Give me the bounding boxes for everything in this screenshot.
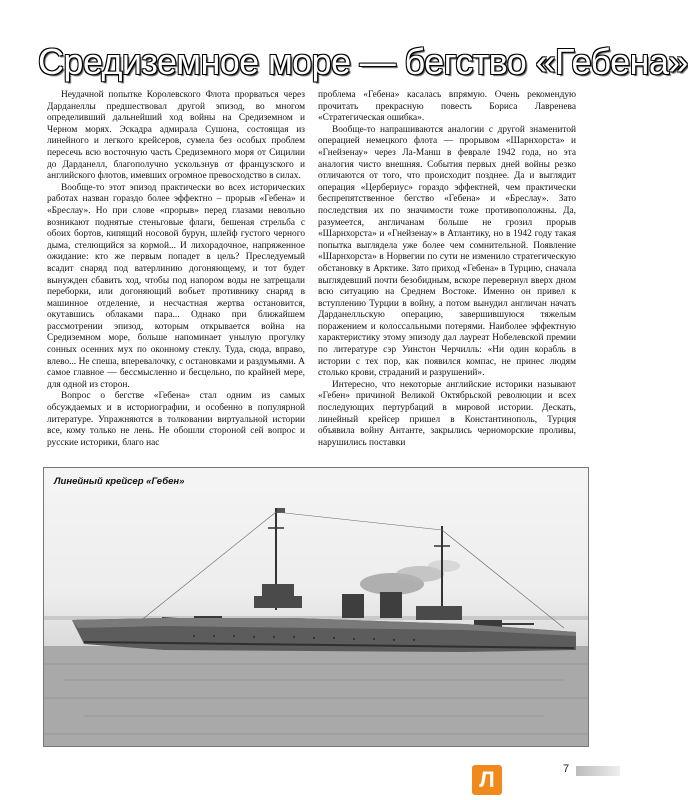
page-title: Средиземное море — бегство «Гебена» — [38, 41, 688, 82]
paragraph: Неудачной попытке Королевского Флота прорваться через Дарданеллы предшествовал другой эпизод, во многом определивший дальнейший ход войны на Средиземном и Черном морях. Эскадра адмирала Сушона, состоящая из линейного и легкого крейсеров, сумела без особых проблем пересечь всю восточную часть Средиземного моря от Сицилии до Дарданелл, благополучно ускользнув от французского и английского флотов, имевших огромное превосходство в силах. — [47, 90, 305, 182]
paragraph: Интересно, что некоторые английские историки называют «Гебен» причиной Великой Октябрьской революции и всех последующих пертурбаций в мировой истории. Дескать, линейный крейсер пришел в Константинополь, Турция объявила войну Антанте, закрылись черноморские проливы, нарушились поставки — [318, 379, 576, 448]
battlecruiser-illustration — [44, 468, 588, 746]
publisher-logo — [472, 765, 502, 795]
figure-caption: Линейный крейсер «Гебен» — [54, 476, 185, 487]
paragraph: проблема «Гебена» касалась впрямую. Очень рекомендую прочитать прекрасную повесть Бориса Лавренева «Стратегическая ошибка». — [318, 90, 576, 124]
ship-photo — [43, 467, 589, 747]
logo-letter: Л — [479, 767, 495, 792]
page-number: 7 — [562, 763, 570, 775]
text-column-right — [318, 90, 576, 448]
paragraph: Вопрос о бегстве «Гебена» стал одним из самых обсуждаемых и в историографии, и особенно в популярной литературе. Упражняются в толковании виртуальной истории все, кому только не лень. Не обошли стороной сей вопрос и русские историки, благо нас — [47, 391, 305, 448]
text-column-left — [47, 90, 305, 448]
page-number-strip — [576, 766, 620, 776]
paragraph: Вообще-то напрашиваются аналогии с другой знаменитой операцией немецкого флота — прорывом «Шарнхорста» и «Гнейзенау» через Ла-Манш в феврале 1942 года, но эта аналогия чисто внешняя. События первых дней войны резко отличаются от того, что происходит позднее. Да и выглядит операция «Цербериус» гораздо эффектней, чем практически беспрепятственное бегство «Гебена» и «Бреслау». Зато последствия их по значимости тоже противоположны. Да, разумеется, англичанам больше не грозил прорыв «Шарнхорста» и «Гнейзенау» в Атлантику, но в 1942 году такая попытка выглядела уже более чем сомнительной. Появление «Шарнхорста» в Норвегии по сути не изменило стратегическую обстановку в Арктике. Зато приход «Гебена» в Турцию, сначала выглядевший почти безобидным, вскоре перевернул вверх дном всю ситуацию на Среднем Востоке. Именно он привел к вступлению Турции в войну, а потом вынудил англичан начать Дарданелльскую операцию, завершившуюся тяжелым поражением и колоссальными потерями. Наиболее эффектную характеристику этому эпизоду дал лауреат Нобелевской премии по литературе сэр Уинстон Черчилль: «Ни один корабль в истории с тех пор, как появился компас, не принес людям столько крови, страданий и разрушений». — [318, 124, 576, 379]
paragraph: Вообще-то этот эпизод практически во всех исторических работах назван гораздо более эффектно – прорыв «Гебена» и «Бреслау». Но при слове «прорыв» перед глазами невольно возникают поднятые стеньговые флаги, бешеная стрельба с обоих бортов, кипящий носовой бурун, шлейф густого черного дыма, стелющийся за кормой... И лихорадочное, напряженное ожидание: кто же первым попадет в цель? Преследуемый всадит снаряд под ватерлинию догоняющему, и тот будет вынужден сбавить ход, чтобы под напором воды не затрещали переборки, или догоняющий вобьет противнику снаряд в машинное отделение, и несчастная жертва остановится, окутавшись облаками пара... Однако при ближайшем рассмотрении эпизод, которым открывается война на Средиземном море, больше напоминает унылую прогулку сонных осенних мух по оконному стеклу. Туда, сюда, вправо, влево... Не спеша, вперевалочку, с остановками и раздумьями. А самое главное — бессмысленно и бесцельно, по крайней мере, для одной из сторон. — [47, 182, 305, 390]
